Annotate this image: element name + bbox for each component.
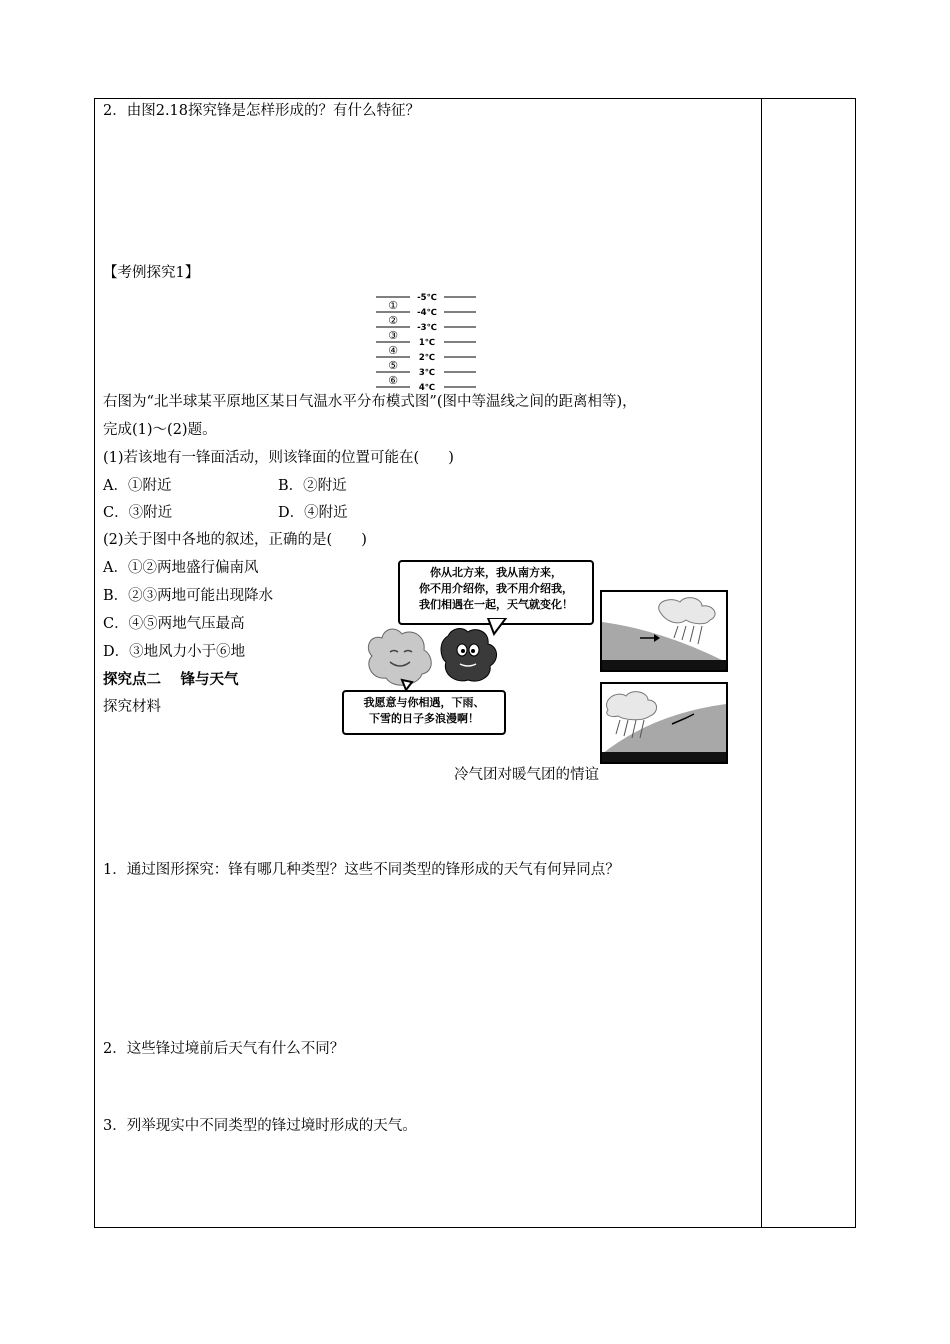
question-intro-cont: 完成(1)～(2)题。 [103,422,217,438]
location-marker: ⑥ [388,374,398,387]
isotherm-label: 3℃ [418,368,436,378]
location-marker: ④ [388,344,398,357]
question-2: (2)关于图中各地的叙述，正确的是( ) [103,532,367,548]
isotherm-label: -5℃ [417,293,437,303]
q1-option-d: D．④附近 [278,505,348,521]
question-1: (1)若该地有一锋面活动，则该锋面的位置可能在( ) [103,450,454,466]
section-heading: 探究点二 锋与天气 [103,671,239,688]
speech-bubble-bottom: 我愿意与你相遇，下雨、 下雪的日子多浪漫啊！ [342,690,506,735]
cold-front-panel [600,590,728,672]
question-intro: 右图为“北半球某平原地区某日气温水平分布模式图”(图中等温线之间的距离相等)， [103,394,637,410]
material-label: 探究材料 [103,699,161,715]
isotherm-label: 4℃ [418,383,436,390]
example-title: 【考例探究1】 [103,265,200,281]
isotherm-label: -4℃ [417,308,437,318]
warm-front-panel [600,682,728,764]
isotherm-label: 2℃ [418,353,436,363]
q2-option-a: A．①②两地盛行偏南风 [103,560,259,576]
q2-option-b: B．②③两地可能出现降水 [103,588,274,604]
q1-option-c: C．③附近 [103,505,173,521]
question-front-examples: 3．列举现实中不同类型的锋过境时形成的天气。 [103,1118,417,1134]
q2-option-d: D．③地风力小于⑥地 [103,644,246,660]
air-mass-characters [360,618,600,690]
illustration-caption: 冷气团对暖气团的情谊 [454,767,599,783]
q2-option-c: C．④⑤两地气压最高 [103,616,245,632]
isotherm-label: 1℃ [418,338,436,348]
q1-option-a: A．①附近 [103,478,172,494]
question-front-formation: 2．由图2.18探究锋是怎样形成的？有什么特征？ [103,103,421,119]
question-front-types: 1．通过图形探究：锋有哪几种类型？这些不同类型的锋形成的天气有何异同点？ [103,862,620,878]
isotherm-label: -3℃ [417,323,437,333]
location-marker: ① [388,299,398,312]
location-marker: ③ [388,329,398,342]
speech-bubble-top: 你从北方来，我从南方来， 你不用介绍你，我不用介绍我， 我们相遇在一起，天气就变化！ [398,560,594,625]
table-column-divider [761,98,762,1228]
q1-option-b: B．②附近 [278,478,347,494]
question-front-weather-change: 2．这些锋过境前后天气有什么不同？ [103,1041,345,1057]
location-marker: ② [388,314,398,327]
location-marker: ⑤ [388,359,398,372]
isotherm-diagram [374,290,478,390]
